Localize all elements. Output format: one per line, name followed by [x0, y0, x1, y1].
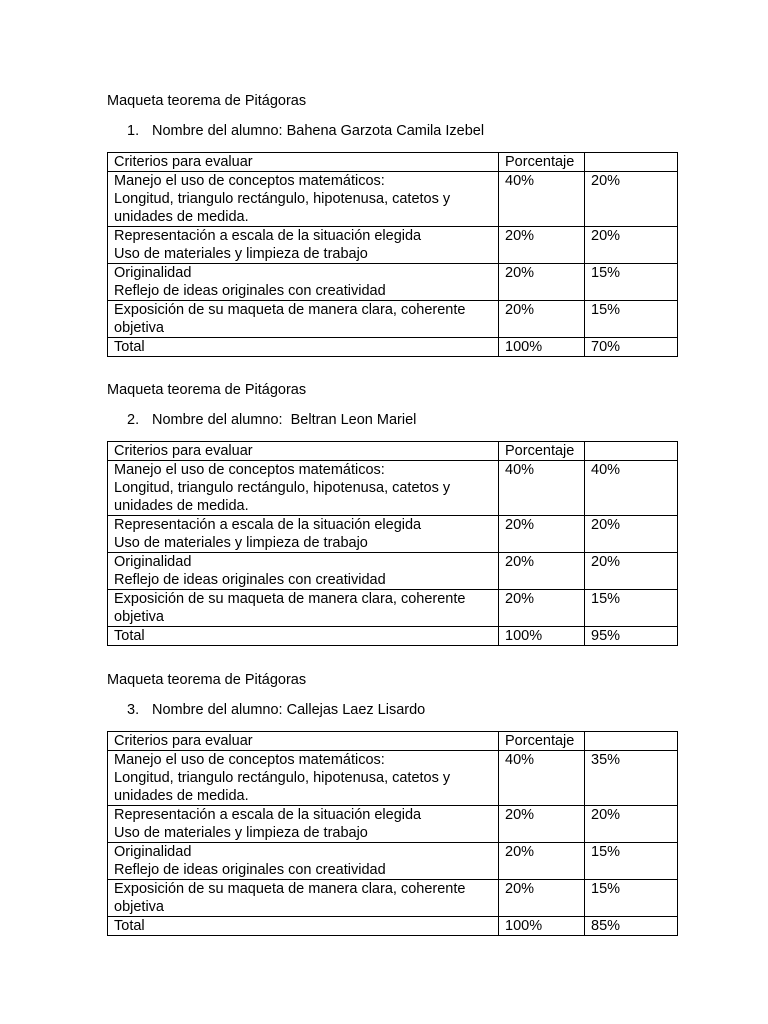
criteria-cell [108, 301, 499, 338]
block-title: Maqueta teorema de Pitágoras [107, 93, 307, 109]
criteria-line: Manejo el uso de conceptos matemáticos: [114, 752, 385, 768]
evaluation-table [107, 152, 678, 357]
header-percentage: Porcentaje [499, 442, 585, 461]
table-row [108, 461, 678, 516]
criteria-line: Exposición de su maqueta de manera clara, coherente [114, 302, 466, 318]
score-cell: 35% [585, 751, 678, 806]
score-cell: 20% [585, 806, 678, 843]
criteria-line: Reflejo de ideas originales con creatividad [114, 283, 386, 299]
total-label: Total [108, 627, 499, 646]
score-cell: 15% [585, 843, 678, 880]
percentage-cell: 40% [499, 751, 585, 806]
score-cell: 40% [585, 461, 678, 516]
criteria-cell [108, 461, 499, 516]
criteria-cell [108, 264, 499, 301]
criteria-line: Longitud, triangulo rectángulo, hipotenusa, catetos y [114, 480, 451, 496]
total-row [108, 917, 678, 936]
table-row [108, 843, 678, 880]
table-row [108, 172, 678, 227]
criteria-line: Uso de materiales y limpieza de trabajo [114, 825, 368, 841]
criteria-line: unidades de medida. [114, 209, 249, 225]
total-row [108, 627, 678, 646]
header-percentage: Porcentaje [499, 153, 585, 172]
total-percentage: 100% [499, 627, 585, 646]
total-score: 95% [585, 627, 678, 646]
criteria-cell [108, 590, 499, 627]
score-cell: 15% [585, 264, 678, 301]
criteria-line: Reflejo de ideas originales con creatividad [114, 572, 386, 588]
student-number: 1. [127, 123, 140, 139]
criteria-cell [108, 227, 499, 264]
criteria-line: Uso de materiales y limpieza de trabajo [114, 535, 368, 551]
table-header-row [108, 442, 678, 461]
criteria-line: Manejo el uso de conceptos matemáticos: [114, 173, 385, 189]
criteria-cell [108, 751, 499, 806]
criteria-line: Uso de materiales y limpieza de trabajo [114, 246, 368, 262]
header-score [585, 442, 678, 461]
score-cell: 15% [585, 301, 678, 338]
criteria-line: Representación a escala de la situación elegida [114, 517, 422, 533]
percentage-cell: 20% [499, 301, 585, 338]
percentage-cell: 20% [499, 227, 585, 264]
header-score [585, 153, 678, 172]
total-score: 85% [585, 917, 678, 936]
percentage-cell: 20% [499, 843, 585, 880]
score-cell: 20% [585, 553, 678, 590]
criteria-line: Representación a escala de la situación elegida [114, 807, 422, 823]
table-row [108, 264, 678, 301]
table-row [108, 806, 678, 843]
total-label: Total [108, 338, 499, 357]
criteria-line: Longitud, triangulo rectángulo, hipotenusa, catetos y [114, 191, 451, 207]
score-cell: 20% [585, 516, 678, 553]
header-criteria: Criterios para evaluar [108, 732, 499, 751]
criteria-line: Originalidad [114, 844, 192, 860]
evaluation-table [107, 441, 678, 646]
student-number: 3. [127, 702, 140, 718]
table-row [108, 301, 678, 338]
table-row [108, 516, 678, 553]
student-line [127, 122, 484, 140]
criteria-line: objetiva [114, 899, 164, 915]
percentage-cell: 20% [499, 880, 585, 917]
criteria-line: Exposición de su maqueta de manera clara, coherente [114, 591, 466, 607]
criteria-cell [108, 806, 499, 843]
total-percentage: 100% [499, 917, 585, 936]
table-row [108, 751, 678, 806]
criteria-line: unidades de medida. [114, 788, 249, 804]
block-title: Maqueta teorema de Pitágoras [107, 672, 307, 688]
table-row [108, 880, 678, 917]
score-cell: 20% [585, 227, 678, 264]
criteria-cell [108, 172, 499, 227]
total-label: Total [108, 917, 499, 936]
percentage-cell: 20% [499, 264, 585, 301]
criteria-cell [108, 516, 499, 553]
table-row [108, 553, 678, 590]
criteria-line: Longitud, triangulo rectángulo, hipotenusa, catetos y [114, 770, 451, 786]
criteria-line: Originalidad [114, 265, 192, 281]
student-name: Nombre del alumno: Bahena Garzota Camila Izebel [152, 123, 485, 139]
criteria-line: Exposición de su maqueta de manera clara, coherente [114, 881, 466, 897]
header-score [585, 732, 678, 751]
total-percentage: 100% [499, 338, 585, 357]
student-line [127, 701, 425, 719]
score-cell: 15% [585, 880, 678, 917]
table-header-row [108, 153, 678, 172]
criteria-line: Reflejo de ideas originales con creatividad [114, 862, 386, 878]
criteria-cell [108, 553, 499, 590]
student-line [127, 411, 416, 429]
criteria-line: Originalidad [114, 554, 192, 570]
header-criteria: Criterios para evaluar [108, 442, 499, 461]
percentage-cell: 20% [499, 553, 585, 590]
header-percentage: Porcentaje [499, 732, 585, 751]
criteria-cell [108, 843, 499, 880]
table-row [108, 227, 678, 264]
block-title: Maqueta teorema de Pitágoras [107, 382, 307, 398]
table-row [108, 590, 678, 627]
student-number: 2. [127, 412, 140, 428]
criteria-line: unidades de medida. [114, 498, 249, 514]
evaluation-table [107, 731, 678, 936]
total-row [108, 338, 678, 357]
total-score: 70% [585, 338, 678, 357]
criteria-line: Representación a escala de la situación elegida [114, 228, 422, 244]
criteria-line: Manejo el uso de conceptos matemáticos: [114, 462, 385, 478]
percentage-cell: 40% [499, 461, 585, 516]
student-name: Nombre del alumno: Callejas Laez Lisardo [152, 702, 426, 718]
student-name: Nombre del alumno: Beltran Leon Mariel [152, 412, 417, 428]
score-cell: 15% [585, 590, 678, 627]
percentage-cell: 20% [499, 516, 585, 553]
percentage-cell: 20% [499, 590, 585, 627]
score-cell: 20% [585, 172, 678, 227]
percentage-cell: 40% [499, 172, 585, 227]
percentage-cell: 20% [499, 806, 585, 843]
criteria-line: objetiva [114, 609, 164, 625]
header-criteria: Criterios para evaluar [108, 153, 499, 172]
table-header-row [108, 732, 678, 751]
criteria-cell [108, 880, 499, 917]
criteria-line: objetiva [114, 320, 164, 336]
